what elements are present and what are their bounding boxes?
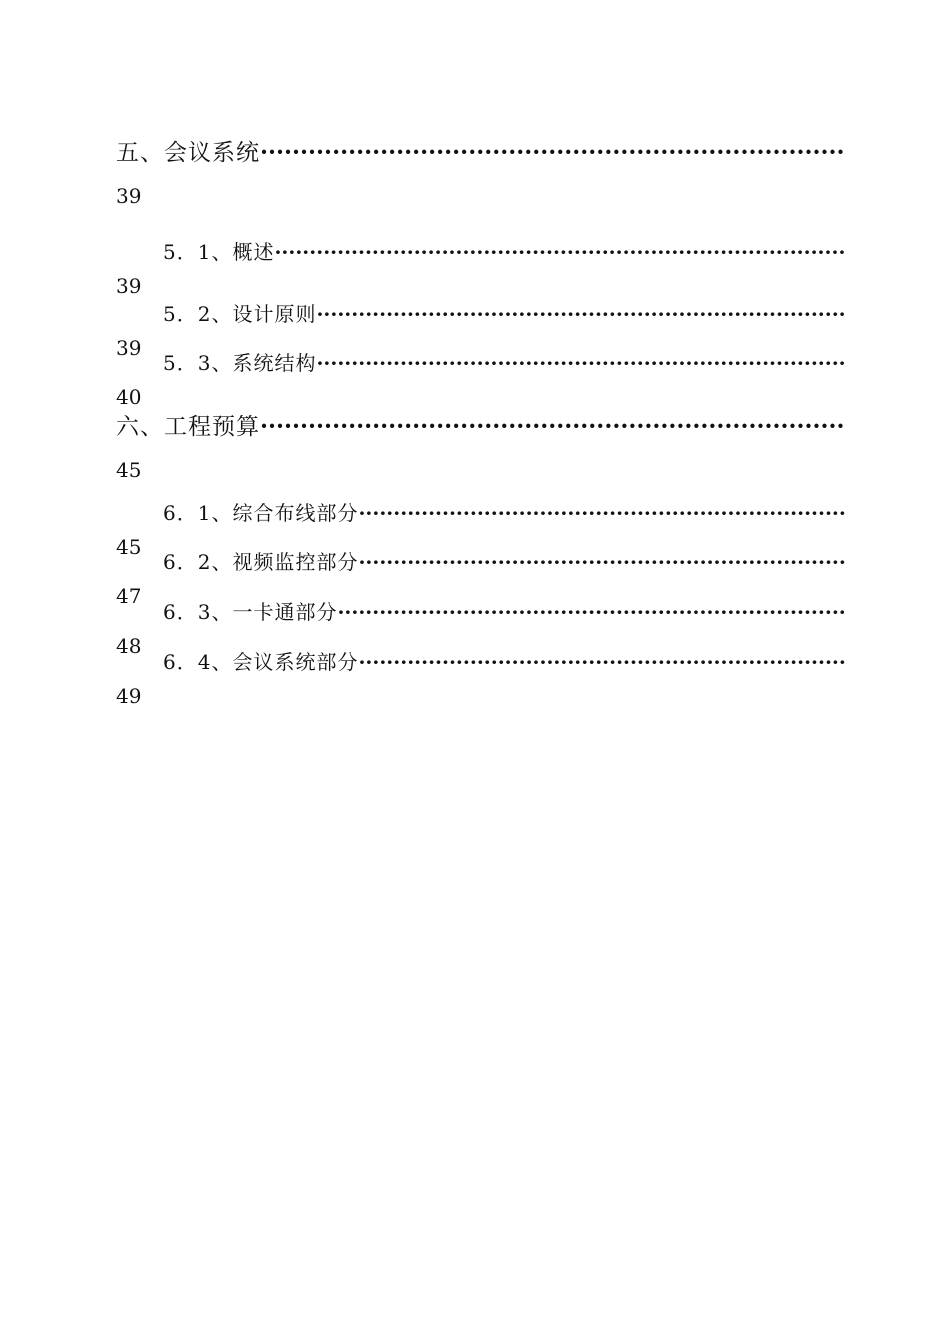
toc-entry-page: 39 (116, 274, 142, 298)
toc-entry-page: 49 (116, 684, 142, 708)
toc-leader-dots (358, 501, 845, 525)
toc-entry-line (163, 546, 845, 575)
toc-entry-title: 6．3、一卡通部分 (163, 600, 338, 624)
toc-leader-dots (358, 650, 845, 674)
toc-entry-page: 39 (116, 184, 142, 208)
toc-entry-line (163, 497, 845, 526)
toc-entry-title: 5．3、系统结构 (163, 351, 317, 375)
toc-entry-page: 48 (116, 634, 142, 658)
toc-entry-title: 6．1、综合布线部分 (163, 501, 359, 525)
toc-leader-dots (337, 600, 845, 624)
toc-leader-dots (274, 240, 845, 264)
toc-entry-title: 五、会议系统 (116, 140, 260, 166)
toc-leader-dots (260, 139, 845, 166)
toc-entry-line (163, 298, 845, 327)
toc-entry-title: 6．4、会议系统部分 (163, 650, 359, 674)
toc-entry-line (163, 596, 845, 625)
toc-entry-page: 45 (116, 535, 142, 559)
toc-entry-line (116, 134, 845, 167)
toc-leader-dots (316, 351, 845, 375)
toc-entry-title: 5．1、概述 (163, 240, 275, 264)
toc-entry-page: 45 (116, 458, 142, 482)
toc-entry-line (116, 408, 845, 441)
toc-entry-line (163, 646, 845, 675)
toc-entry-title: 6．2、视频监控部分 (163, 550, 359, 574)
toc-entry-line (163, 236, 845, 265)
toc-entry-page: 47 (116, 584, 142, 608)
toc-entry-page: 39 (116, 336, 142, 360)
toc-entry-title: 5．2、设计原则 (163, 302, 317, 326)
toc-leader-dots (260, 413, 845, 440)
toc-leader-dots (316, 302, 845, 326)
toc-entry-page: 40 (116, 385, 142, 409)
toc-entry-line (163, 347, 845, 376)
toc-leader-dots (358, 550, 845, 574)
toc-entry-title: 六、工程预算 (116, 414, 260, 440)
